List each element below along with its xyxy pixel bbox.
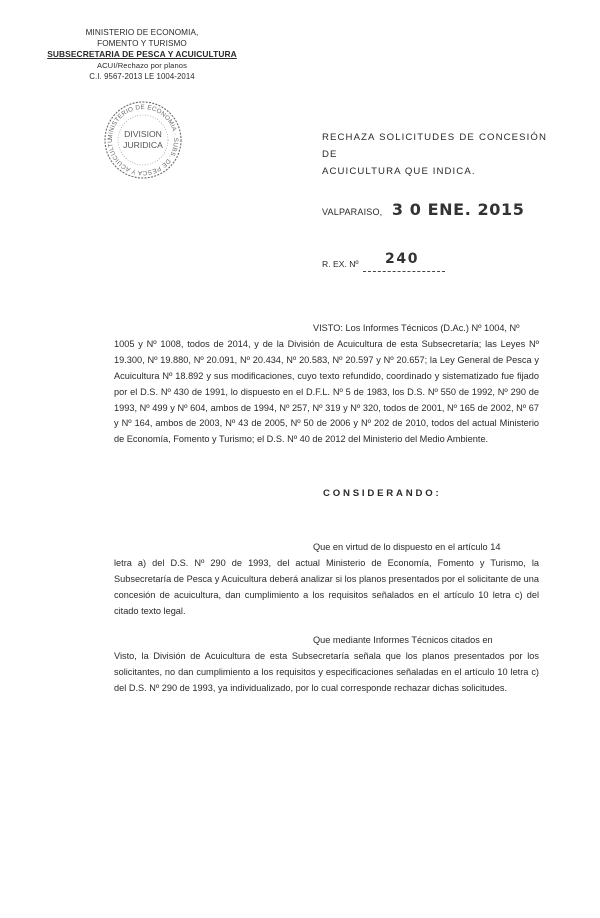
- considerando-paragraph-2: [114, 633, 539, 697]
- dateline: [322, 200, 524, 220]
- resolution-subject: [322, 129, 547, 180]
- resolution-number: 240: [385, 251, 420, 267]
- considerando-paragraph-1: [114, 540, 539, 620]
- considerando-1-body: letra a) del D.S. Nº 290 de 1993, del actual Ministerio de Economía, Fomento y Turismo, la Subsecretaría de Pesca y Acuicultura deberá analizar si los planos presentados por el solicitante de una concesión de acuicultura, dan cumplimiento a los requisitos señalados en el artículo 10 letra c) del citado texto legal.: [114, 557, 539, 616]
- stamp-juridica: JURIDICA: [123, 140, 163, 150]
- resolution-underline: [363, 251, 445, 272]
- visto-first-line: VISTO: Los Informes Técnicos (D.Ac.) Nº 1004, Nº: [313, 323, 520, 333]
- subject-line-2: ACUICULTURA QUE INDICA.: [322, 166, 476, 177]
- resolution-number-line: [322, 251, 445, 272]
- header-reference: ACUI/Rechazo por planos: [96, 61, 188, 70]
- dateline-date-stamp: 3 0 ENE. 2015: [391, 200, 525, 219]
- considerando-heading: CONSIDERANDO:: [323, 488, 442, 499]
- dateline-city: VALPARAISO,: [322, 207, 383, 217]
- header-fomento: FOMENTO Y TURISMO: [97, 39, 187, 48]
- header-subsecretaria: SUBSECRETARIA DE PESCA Y ACUICULTURA: [47, 49, 237, 59]
- considerando-2-first-line: Que mediante Informes Técnicos citados en: [313, 635, 493, 645]
- subject-line-1: RECHAZA SOLICITUDES DE CONCESIÓN DE: [322, 132, 547, 160]
- letterhead: [42, 27, 242, 82]
- considerando-1-first-line: Que en virtud de lo dispuesto en el artículo 14: [313, 542, 501, 552]
- stamp-ring-text: MINISTERIO DE ECONOMIA · SUBS. DE PESCA Y ACUICULTU: [106, 103, 180, 177]
- considerando-2-body: Visto, la División de Acuicultura de esta Subsecretaría señala que los planos presentados por los solicitantes, no dan cumplimiento a los requisitos y especificaciones señaladas en el artículo 10 letra c) del D.S. Nº 290 de 1993, ya individualizado, por lo cual corresponde rechazar dichas solicitudes.: [114, 650, 539, 693]
- visto-body: 1005 y Nº 1008, todos de 2014, y de la División de Acuicultura de esta Subsecretaría; las Leyes Nº 19.300, Nº 19.880, Nº 20.091, Nº 20.434, Nº 20.583, Nº 20.597 y Nº 20.657; la Ley General de Pesca y Acuicultura Nº 18.892 y sus modificaciones, cuyo texto refundido, coordinado y sistematizado fue fijado por el D.S. Nº 430 de 1991, lo dispuesto en el D.F.L. Nº 5 de 1983, los D.S. Nº 550 de 1992, Nº 290 de 1993, Nº 499 y Nº 604, ambos de 1994, Nº 257, Nº 319 y Nº 320, todos de 2001, Nº 165 de 2002, Nº 67 y Nº 164, ambos de 2003, Nº 43 de 2005, Nº 50 de 2006 y Nº 202 de 2010, todos del actual Ministerio de Economía, Fomento y Turismo; el D.S. Nº 40 de 2012 del Ministerio del Medio Ambiente.: [114, 338, 539, 445]
- header-ministry: MINISTERIO DE ECONOMIA,: [85, 28, 199, 37]
- division-juridica-stamp: [103, 100, 183, 180]
- stamp-division: DIVISION: [124, 129, 162, 139]
- visto-paragraph: [114, 321, 539, 448]
- header-file-number: C.I. 9567-2013 LE 1004-2014: [89, 72, 195, 81]
- resolution-label: R. EX. Nº: [322, 259, 359, 269]
